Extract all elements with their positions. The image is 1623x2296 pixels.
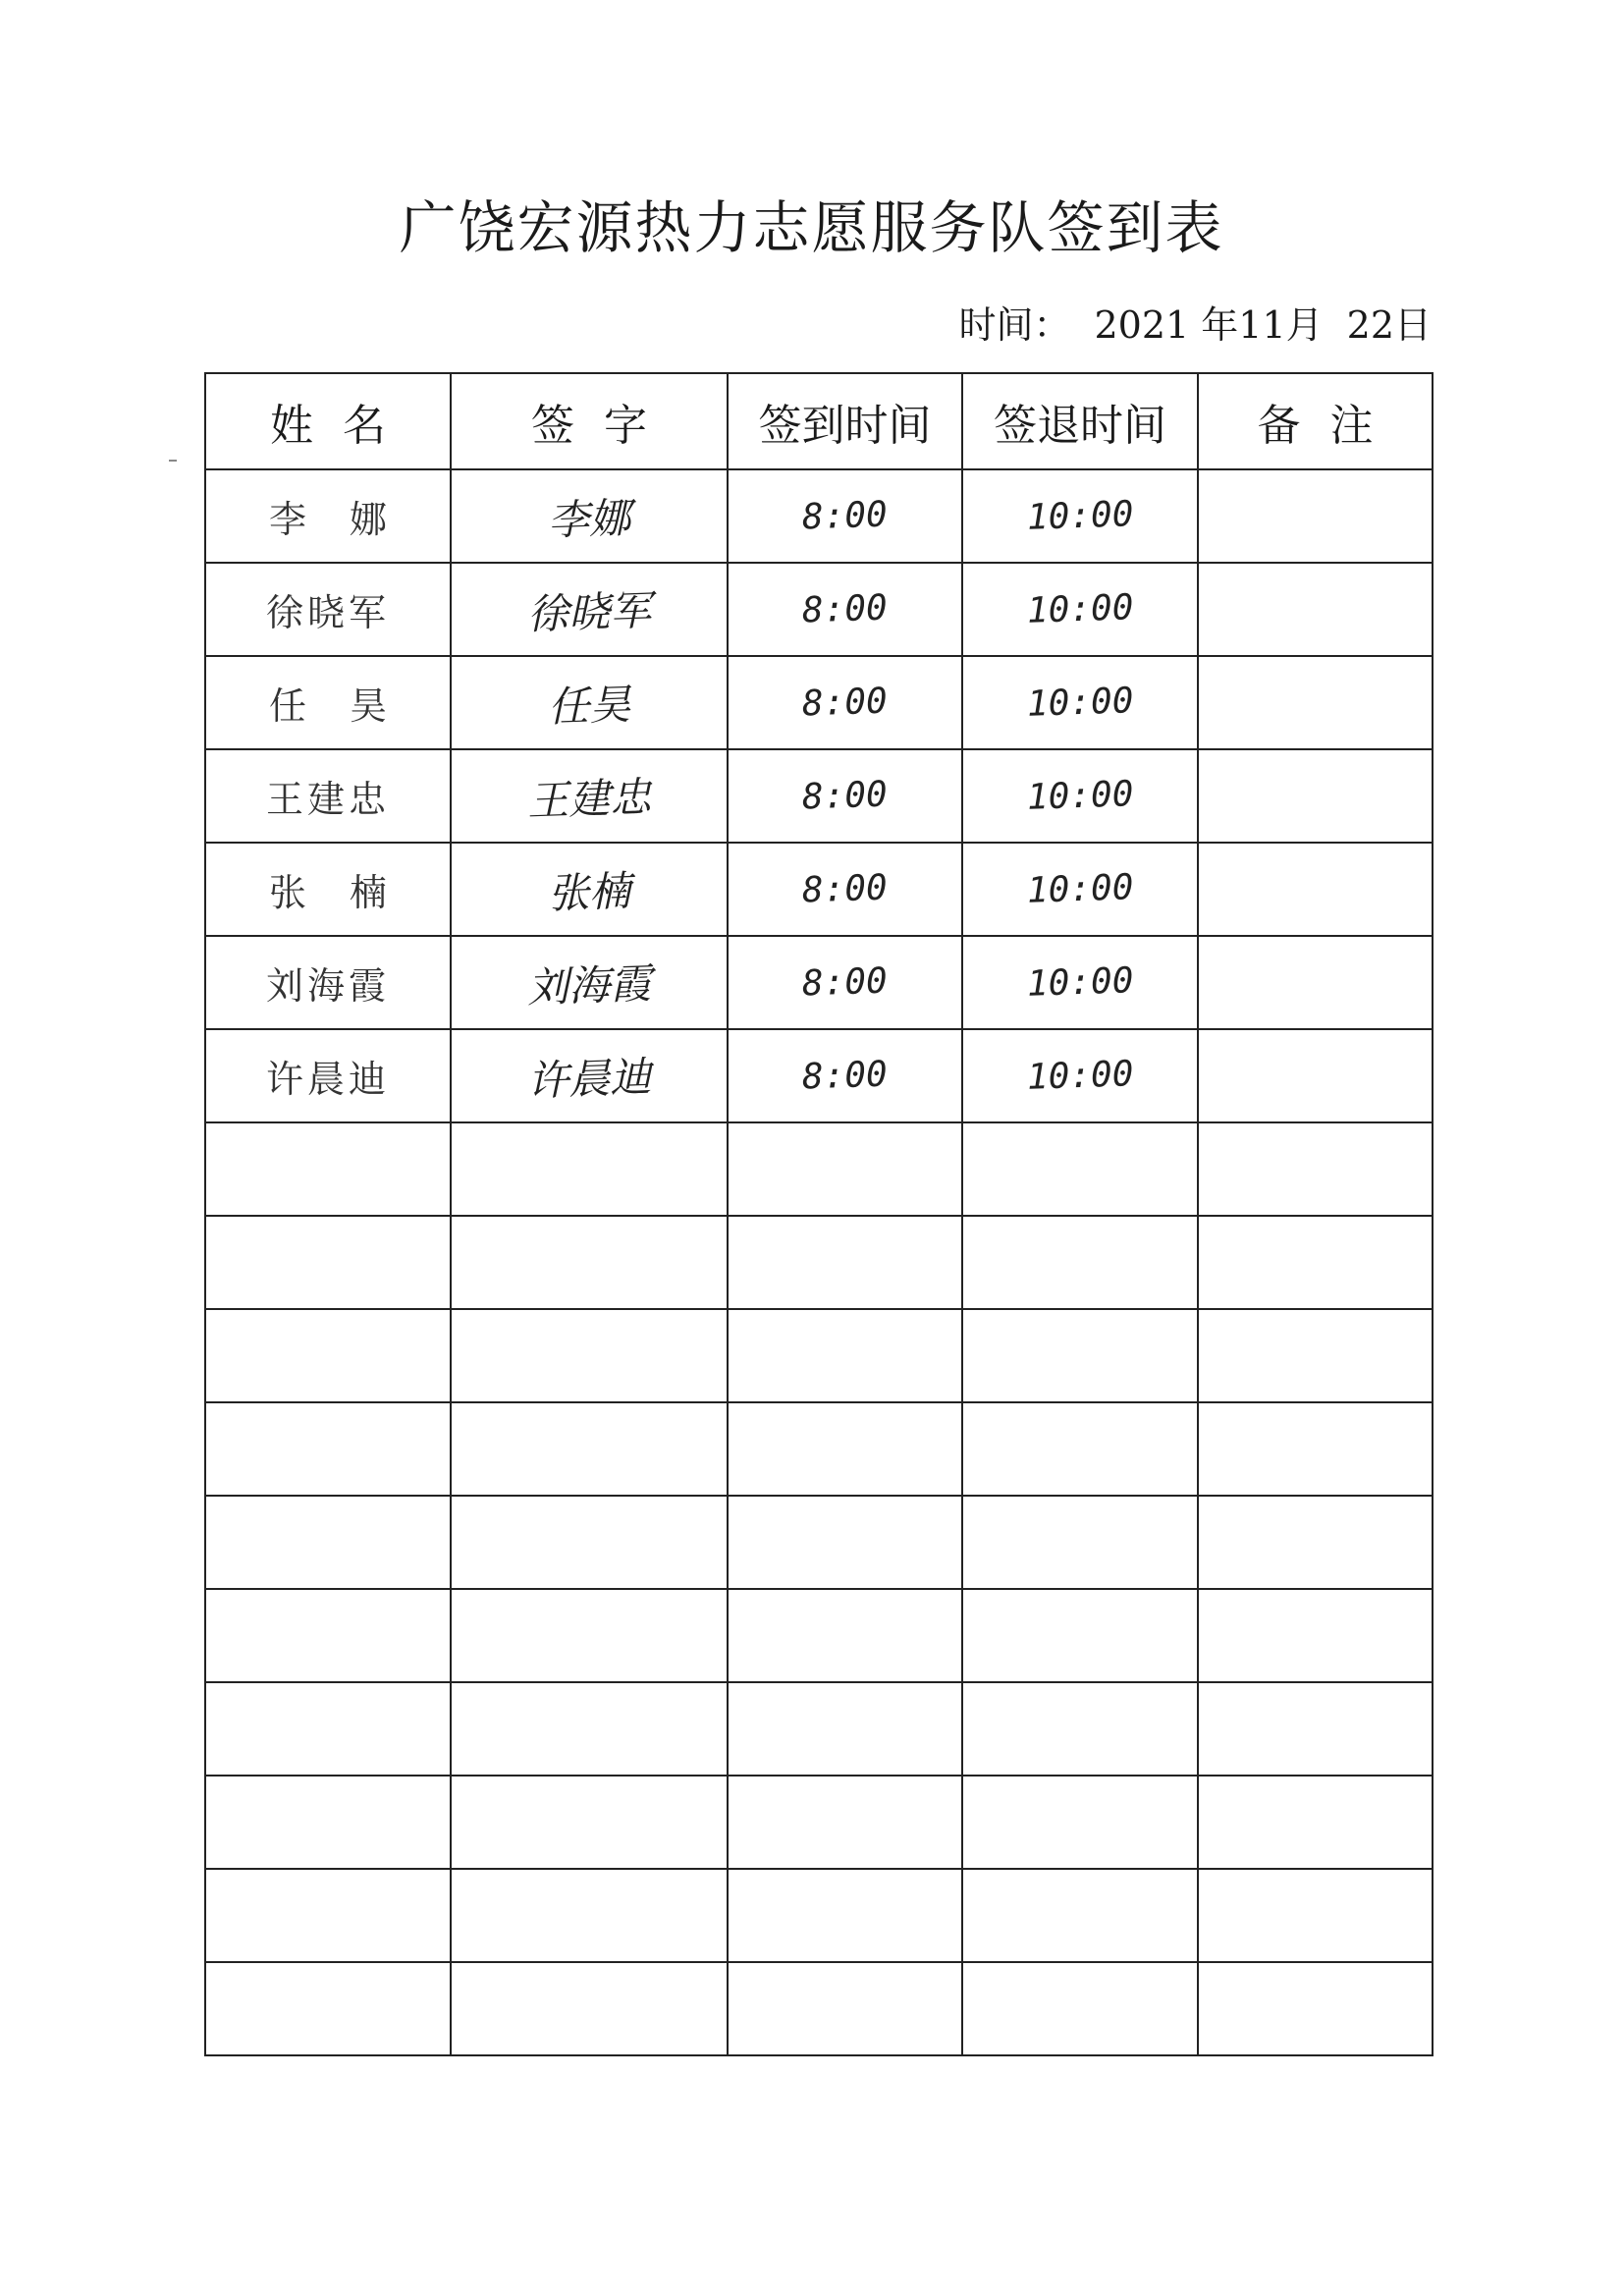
handwritten-sign-in: 8:00	[801, 681, 889, 725]
cell-sign-in-time	[728, 749, 962, 843]
cell-empty	[451, 1589, 728, 1682]
table-row	[205, 749, 1433, 843]
cell-empty	[728, 1682, 962, 1776]
header-sign-out-time: 签退时间	[962, 373, 1198, 469]
cell-empty	[205, 1309, 451, 1402]
cell-empty	[728, 1869, 962, 1962]
table-row-blank	[205, 1402, 1433, 1496]
cell-name: 许晨迪	[205, 1029, 451, 1122]
handwritten-signature: 许晨迪	[526, 1052, 652, 1105]
cell-empty	[962, 1496, 1198, 1589]
scan-mark	[169, 460, 177, 462]
cell-name: 刘海霞	[205, 936, 451, 1029]
cell-signature	[451, 749, 728, 843]
handwritten-sign-out: 10:00	[1026, 681, 1134, 725]
table-row-blank	[205, 1122, 1433, 1216]
cell-name: 张楠	[205, 843, 451, 936]
cell-sign-out-time	[962, 656, 1198, 749]
cell-sign-in-time	[728, 469, 962, 563]
cell-empty	[451, 1776, 728, 1869]
table-row-blank	[205, 1216, 1433, 1309]
cell-remarks	[1198, 843, 1433, 936]
cell-empty	[728, 1496, 962, 1589]
cell-sign-in-time	[728, 936, 962, 1029]
cell-empty	[1198, 1682, 1433, 1776]
table-row	[205, 936, 1433, 1029]
cell-remarks	[1198, 749, 1433, 843]
handwritten-sign-out: 10:00	[1026, 960, 1134, 1005]
handwritten-sign-in: 8:00	[801, 960, 889, 1005]
cell-empty	[962, 1682, 1198, 1776]
cell-signature	[451, 563, 728, 656]
cell-empty	[1198, 1962, 1433, 2055]
cell-empty	[205, 1776, 451, 1869]
cell-name: 王建忠	[205, 749, 451, 843]
cell-sign-out-time	[962, 469, 1198, 563]
cell-empty	[962, 1122, 1198, 1216]
cell-empty	[962, 1869, 1198, 1962]
header-sign-in-time: 签到时间	[728, 373, 962, 469]
handwritten-signature: 刘海霞	[526, 958, 652, 1011]
cell-sign-out-time	[962, 843, 1198, 936]
handwritten-signature: 李娜	[547, 493, 631, 544]
handwritten-sign-out: 10:00	[1026, 494, 1134, 538]
table-row-blank	[205, 1496, 1433, 1589]
cell-empty	[962, 1589, 1198, 1682]
cell-name: 任昊	[205, 656, 451, 749]
cell-name: 徐晓军	[205, 563, 451, 656]
cell-name: 李娜	[205, 469, 451, 563]
cell-empty	[205, 1869, 451, 1962]
date-line	[958, 295, 1432, 349]
handwritten-sign-out: 10:00	[1026, 1054, 1134, 1098]
cell-remarks	[1198, 469, 1433, 563]
handwritten-sign-in: 8:00	[801, 774, 889, 818]
cell-sign-in-time	[728, 1029, 962, 1122]
cell-empty	[1198, 1216, 1433, 1309]
cell-empty	[451, 1216, 728, 1309]
table-body	[205, 469, 1433, 2055]
table-row-blank	[205, 1682, 1433, 1776]
cell-remarks	[1198, 936, 1433, 1029]
cell-empty	[962, 1962, 1198, 2055]
handwritten-sign-in: 8:00	[801, 867, 889, 911]
handwritten-signature: 任昊	[547, 680, 631, 731]
cell-empty	[1198, 1309, 1433, 1402]
handwritten-sign-in: 8:00	[801, 587, 889, 631]
cell-empty	[451, 1122, 728, 1216]
cell-empty	[451, 1869, 728, 1962]
cell-empty	[728, 1589, 962, 1682]
handwritten-sign-in: 8:00	[801, 1054, 889, 1098]
table-row-blank	[205, 1869, 1433, 1962]
cell-empty	[205, 1216, 451, 1309]
cell-signature	[451, 1029, 728, 1122]
cell-empty	[962, 1402, 1198, 1496]
date-month: 11月	[1238, 303, 1324, 347]
header-signature: 签字	[451, 373, 728, 469]
cell-sign-out-time	[962, 749, 1198, 843]
cell-sign-in-time	[728, 656, 962, 749]
cell-signature	[451, 843, 728, 936]
cell-empty	[451, 1402, 728, 1496]
cell-remarks	[1198, 656, 1433, 749]
cell-sign-out-time	[962, 936, 1198, 1029]
cell-empty	[205, 1682, 451, 1776]
cell-empty	[1198, 1869, 1433, 1962]
cell-empty	[205, 1589, 451, 1682]
cell-empty	[1198, 1402, 1433, 1496]
cell-empty	[205, 1496, 451, 1589]
cell-empty	[728, 1309, 962, 1402]
cell-empty	[728, 1122, 962, 1216]
cell-empty	[1198, 1122, 1433, 1216]
cell-sign-in-time	[728, 843, 962, 936]
cell-empty	[451, 1962, 728, 2055]
cell-empty	[451, 1496, 728, 1589]
table-header-row	[205, 373, 1433, 469]
date-year: 2021 年	[1094, 303, 1239, 347]
table-row	[205, 563, 1433, 656]
header-remarks: 备注	[1198, 373, 1433, 469]
date-day: 22日	[1346, 303, 1432, 347]
handwritten-sign-out: 10:00	[1026, 587, 1134, 631]
table-row	[205, 469, 1433, 563]
cell-empty	[1198, 1776, 1433, 1869]
cell-empty	[728, 1776, 962, 1869]
handwritten-signature: 王建忠	[526, 772, 652, 825]
header-name: 姓名	[205, 373, 451, 469]
cell-empty	[962, 1776, 1198, 1869]
cell-remarks	[1198, 563, 1433, 656]
cell-signature	[451, 936, 728, 1029]
cell-empty	[205, 1962, 451, 2055]
table-row-blank	[205, 1589, 1433, 1682]
cell-sign-out-time	[962, 1029, 1198, 1122]
cell-empty	[728, 1962, 962, 2055]
cell-empty	[1198, 1589, 1433, 1682]
date-label: 时间：	[958, 303, 1071, 347]
cell-empty	[728, 1402, 962, 1496]
cell-empty	[451, 1309, 728, 1402]
cell-empty	[451, 1682, 728, 1776]
table-row	[205, 843, 1433, 936]
cell-empty	[962, 1309, 1198, 1402]
handwritten-signature: 徐晓军	[526, 585, 652, 638]
cell-signature	[451, 469, 728, 563]
table-row-blank	[205, 1776, 1433, 1869]
handwritten-sign-out: 10:00	[1026, 774, 1134, 818]
cell-sign-in-time	[728, 563, 962, 656]
cell-empty	[962, 1216, 1198, 1309]
cell-sign-out-time	[962, 563, 1198, 656]
cell-signature	[451, 656, 728, 749]
cell-remarks	[1198, 1029, 1433, 1122]
table-row-blank	[205, 1962, 1433, 2055]
cell-empty	[728, 1216, 962, 1309]
sign-in-table	[204, 372, 1434, 2056]
handwritten-signature: 张楠	[547, 866, 631, 917]
table-row	[205, 656, 1433, 749]
document-title: 广饶宏源热力志愿服务队签到表	[399, 194, 1224, 261]
table-row	[205, 1029, 1433, 1122]
handwritten-sign-out: 10:00	[1026, 867, 1134, 911]
cell-empty	[205, 1402, 451, 1496]
handwritten-sign-in: 8:00	[801, 494, 889, 538]
cell-empty	[205, 1122, 451, 1216]
cell-empty	[1198, 1496, 1433, 1589]
table-row-blank	[205, 1309, 1433, 1402]
